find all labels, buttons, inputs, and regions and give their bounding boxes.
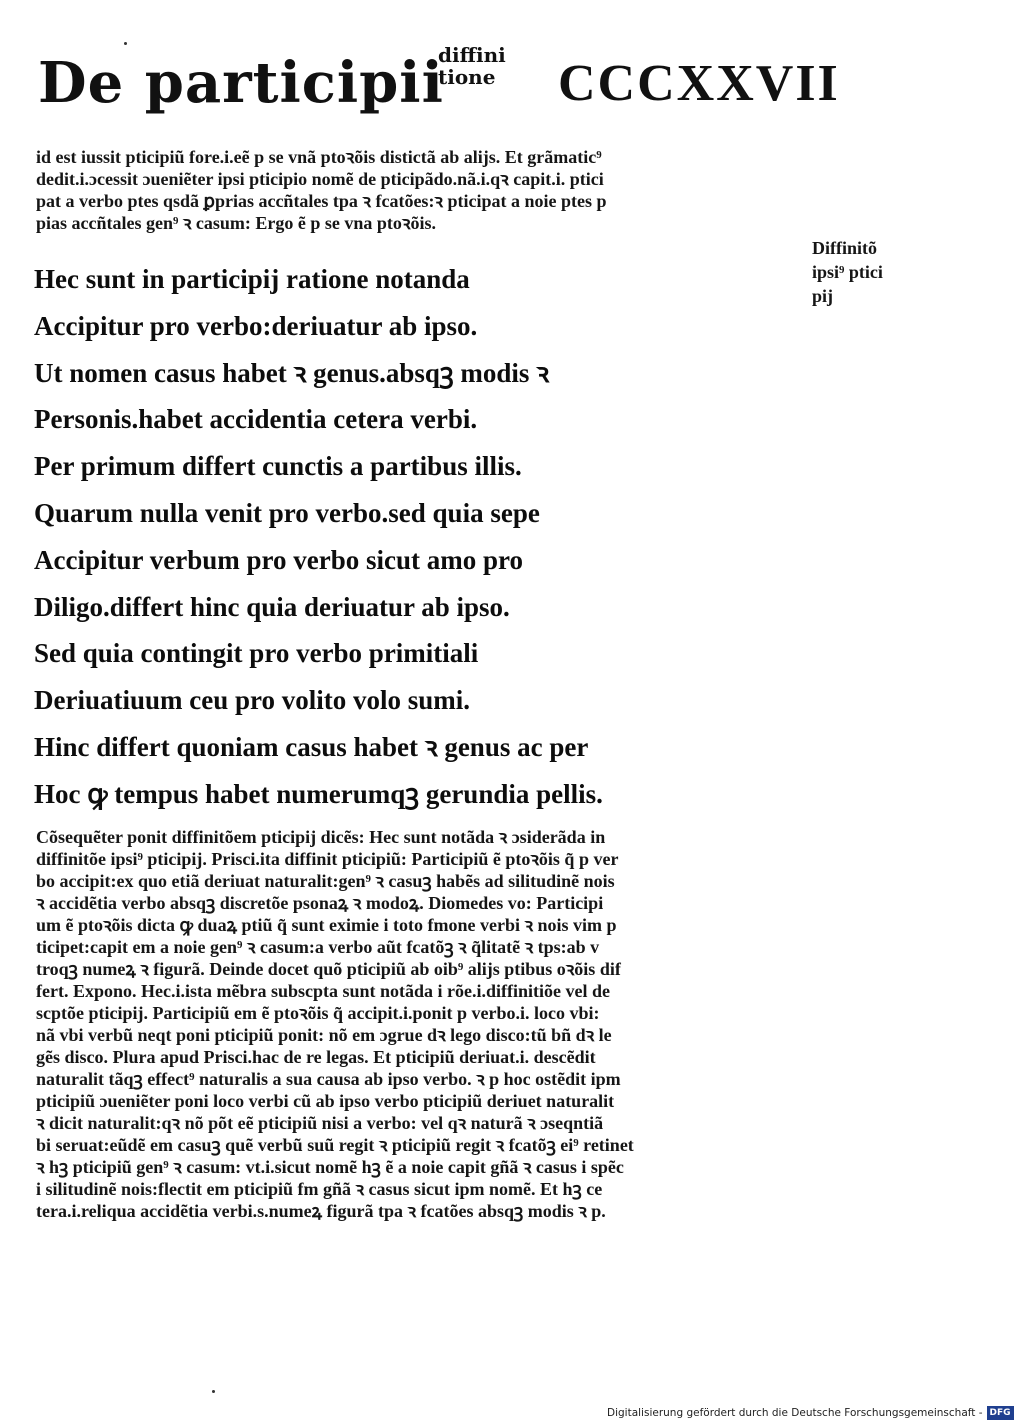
title-superscript-line: diffini <box>438 43 506 67</box>
commentary-line: ꝛ hꝫ pticipiũ gen⁹ ꝛ casum: vt.i.sicut nomẽ hꝫ ẽ a noie capit gñã ꝛ casus i spẽc <box>36 1157 624 1177</box>
commentary-line: pat a verbo ptes qsdã ꝑprias accñtales tpa ꝛ fcatões:ꝛ pticipat a noie ptes p <box>36 191 607 211</box>
commentary-line: pticipiũ ɔueniẽter poni loco verbi cũ ab ipso verbo pticipiũ deriuet naturalit <box>36 1091 615 1111</box>
commentary-line: tera.i.reliqua accidẽtia verbi.s.numeꝝ figurã tpa ꝛ fcatões absqꝫ modis ꝛ p. <box>36 1201 606 1221</box>
commentary-line: id est iussit pticipiũ fore.i.eẽ p se vnã ptoꝛõis distictã ab alijs. Et grãmatic⁹ <box>36 147 602 167</box>
verse-line: Diligo.differt hinc quia deriuatur ab ipso. <box>34 591 510 622</box>
commentary-line: troqꝫ numeꝝ ꝛ figurã. Deinde docet quõ pticipiũ ab oib⁹ alijs ptibus oꝛõis dif <box>36 959 621 979</box>
page-title: De participii <box>38 50 444 116</box>
folio-number: CCCXXVII <box>558 55 840 112</box>
verse-line: Quarum nulla venit pro verbo.sed quia sepe <box>34 497 540 528</box>
verse-line: Per primum differt cunctis a partibus illis. <box>34 451 522 482</box>
margin-note-line: ipsi⁹ ptici <box>812 262 883 282</box>
commentary-line: diffinitõe ipsi⁹ pticipij. Prisci.ita diffinit pticipiũ: Participiũ ẽ ptoꝛõis q̃ p ver <box>36 849 619 869</box>
commentary-line: fert. Expono. Hec.i.ista mẽbra subscpta sunt notãda i rõe.i.diffinitiõe vel de <box>36 981 610 1001</box>
commentary-line: ticipet:capit em a noie gen⁹ ꝛ casum:a verbo aũt fcatõꝫ ꝛ q̃litatẽ ꝛ tps:ab v <box>36 937 600 957</box>
title-superscript <box>438 44 518 88</box>
commentary-top <box>36 146 806 234</box>
commentary-line: scptõe pticipij. Participiũ em ẽ ptoꝛõis q̃ accipit.i.ponit p verbo.i. loco vbi: <box>36 1003 600 1023</box>
commentary-bottom <box>36 826 806 1222</box>
title-superscript-line: tione <box>438 65 496 89</box>
margin-note-line: Diffinitõ <box>812 238 877 258</box>
verse-line: Deriuatiuum ceu pro volito volo sumi. <box>34 685 471 716</box>
verse-line: Personis.habet accidentia cetera verbi. <box>34 404 478 435</box>
verse-line: Ut nomen casus habet ꝛ genus.absqꝫ modis ꝛ <box>34 357 549 388</box>
page-header <box>38 40 840 140</box>
commentary-line: bo accipit:ex quo etiã deriuat naturalit:gen⁹ ꝛ casuꝫ habẽs ad silitudinẽ nois <box>36 871 615 891</box>
commentary-line: naturalit tãqꝫ effect⁹ naturalis a sua causa ab ipso verbo. ꝛ p hoc ostẽdit ipm <box>36 1069 621 1089</box>
commentary-line: ꝛ accidẽtia verbo absqꝫ discretõe psonaꝝ ꝛ modoꝝ. Diomedes vo: Participi <box>36 893 604 913</box>
verse-line: Accipitur verbum pro verbo sicut amo pro <box>34 544 523 575</box>
verse-line: Hinc differt quoniam casus habet ꝛ genus ac per <box>34 731 589 762</box>
dfg-logo-icon: DFG <box>987 1406 1014 1420</box>
commentary-line: gẽs disco. Plura apud Prisci.hac de re legas. Et pticipiũ deriuat.i. descẽdit <box>36 1047 596 1067</box>
commentary-line: i silitudinẽ nois:flectit em pticipiũ fm gñã ꝛ casus sicut ipm nomẽ. Et hꝫ ce <box>36 1179 603 1199</box>
commentary-line: bi seruat:eũdẽ em casuꝫ quẽ verbũ suũ regit ꝛ pticipiũ regit ꝛ fcatõꝫ ei⁹ retinet <box>36 1135 634 1155</box>
margin-note-line: pij <box>812 286 834 306</box>
verse-line: Accipitur pro verbo:deriuatur ab ipso. <box>34 310 478 341</box>
verse-line: Hec sunt in participij ratione notanda <box>34 264 470 294</box>
verse-line: Hoc ꝙ tempus habet numerumqꝫ gerundia pellis. <box>34 778 603 809</box>
margin-note <box>812 236 922 308</box>
scan-speck <box>124 42 127 45</box>
commentary-line: Cõsequẽter ponit diffinitõem pticipij dicẽs: Hec sunt notãda ꝛ ɔsiderãda in <box>36 827 606 847</box>
commentary-line: um ẽ ptoꝛõis dicta ꝙ duaꝝ ptiũ q̃ sunt eximie i toto fmone verbi ꝛ nois vim p <box>36 915 617 935</box>
commentary-line: dedit.i.ɔcessit ɔueniẽter ipsi pticipio nomẽ de pticipãdo.nã.i.qꝛ capit.i. ptici <box>36 169 604 189</box>
digitization-footer <box>607 1405 1014 1421</box>
footer-credit: Digitalisierung gefördert durch die Deutsche Forschungsgemeinschaft - <box>607 1407 983 1419</box>
commentary-line: pias accñtales gen⁹ ꝛ casum: Ergo ẽ p se vna ptoꝛõis. <box>36 213 436 233</box>
commentary-line: ꝛ dicit naturalit:qꝛ nõ põt eẽ pticipiũ nisi a verbo: vel qꝛ naturã ꝛ ɔseqntiã <box>36 1113 604 1133</box>
commentary-line: nã vbi verbũ neqt poni pticipiũ ponit: nõ em ɔgrue dꝛ lego disco:tũ bñ dꝛ le <box>36 1025 612 1045</box>
verse-text <box>34 256 794 818</box>
verse-line: Sed quia contingit pro verbo primitiali <box>34 638 479 669</box>
scan-speck <box>212 1390 215 1393</box>
